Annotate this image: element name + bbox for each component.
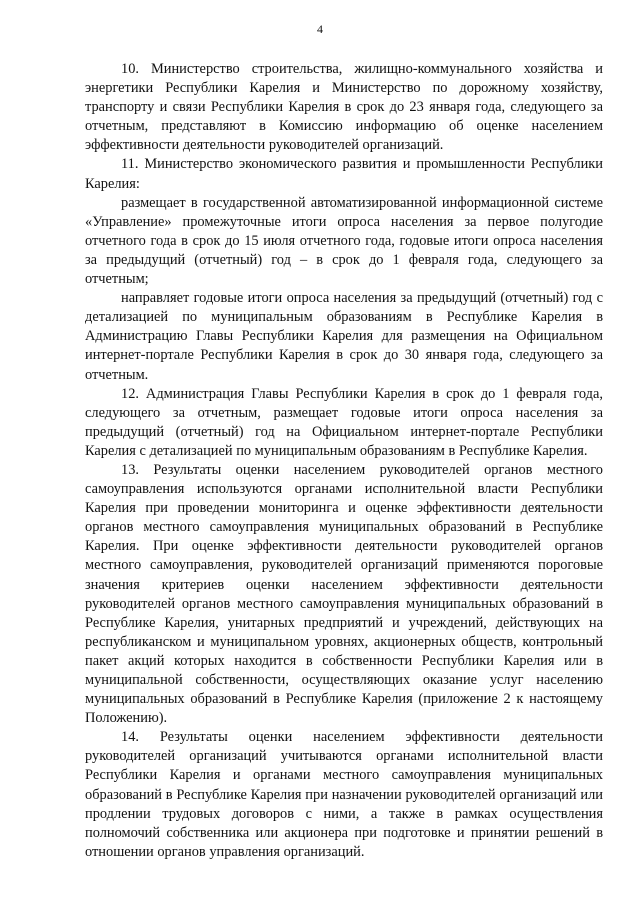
paragraph-12: 12. Администрация Главы Республики Карелия в срок до 1 февраля года, следующего за отчетным, размещает годовые итоги опроса населения за предыдущий (отчетный) год на Официальном интернет-портале Республики Карелия с детализацией по муниципальным образованиям в Республике Карелия.: [85, 385, 603, 459]
paragraph-13: 13. Результаты оценки населением руководителей органов местного самоуправления используются органами исполнительной власти Республики Карелия при проведении мониторинга и оценке эффективности деятельности органов местного самоуправления муниципальных образований в Республике Карелия. При оценке эффективности деятельности руководителей органов местного самоуправления, руководителей организаций применяются пороговые значения критериев оценки населением эффективности деятельности руководителей органов местного самоуправления муниципальных образований в Республике Карелия, унитарных предприятий и учреждений, действующих на республиканском и муниципальном уровнях, акционерных обществ, контрольный пакет акций которых находится в собственности Республики Карелия или в муниципальной собственности, осуществляющих оказание услуг населению муниципальных образований в Республике Карелия (приложение 2 к настоящему Положению).: [85, 461, 603, 727]
paragraph-14: 14. Результаты оценки населением эффективности деятельности руководителей организаций учитываются органами исполнительной власти Республики Карелия и органами местного самоуправления муниципальных образований в Республике Карелия при назначении руководителей организаций или продлении трудовых договоров с ними, а также в рамках осуществления полномочий собственника или акционера при подготовке и принятии решений в отношении органов управления организаций.: [85, 729, 603, 860]
paragraph-10: 10. Министерство строительства, жилищно-коммунального хозяйства и энергетики Республики Карелия и Министерство по дорожному хозяйству, транспорту и связи Республики Карелия в срок до 23 января года, следующего за отчетным, представляют в Комиссию информацию об оценке населением эффективности деятельности руководителей организаций.: [85, 61, 603, 154]
paragraph-11: 11. Министерство экономического развития и промышленности Республики Карелия:: [85, 156, 603, 192]
paragraph-11-item-1: размещает в государственной автоматизированной информационной системе «Управление» промежуточные итоги опроса населения за первое полугодие отчетного года в срок до 15 июля отчетного года, годовые итоги опроса населения за предыдущий (отчетный) год – в срок до 1 февраля года, следующего за отчетным;: [85, 194, 603, 288]
page-number: 4: [317, 22, 323, 36]
paragraph-11-item-2: направляет годовые итоги опроса населения за предыдущий (отчетный) год с детализацией по муниципальным образованиям в Республике Карелия в Администрацию Главы Республики Карелия для размещения на Официальном интернет-портале Республики Карелия в срок до 30 января года, следующего за отчетным.: [85, 290, 603, 383]
document-body: [85, 60, 603, 862]
